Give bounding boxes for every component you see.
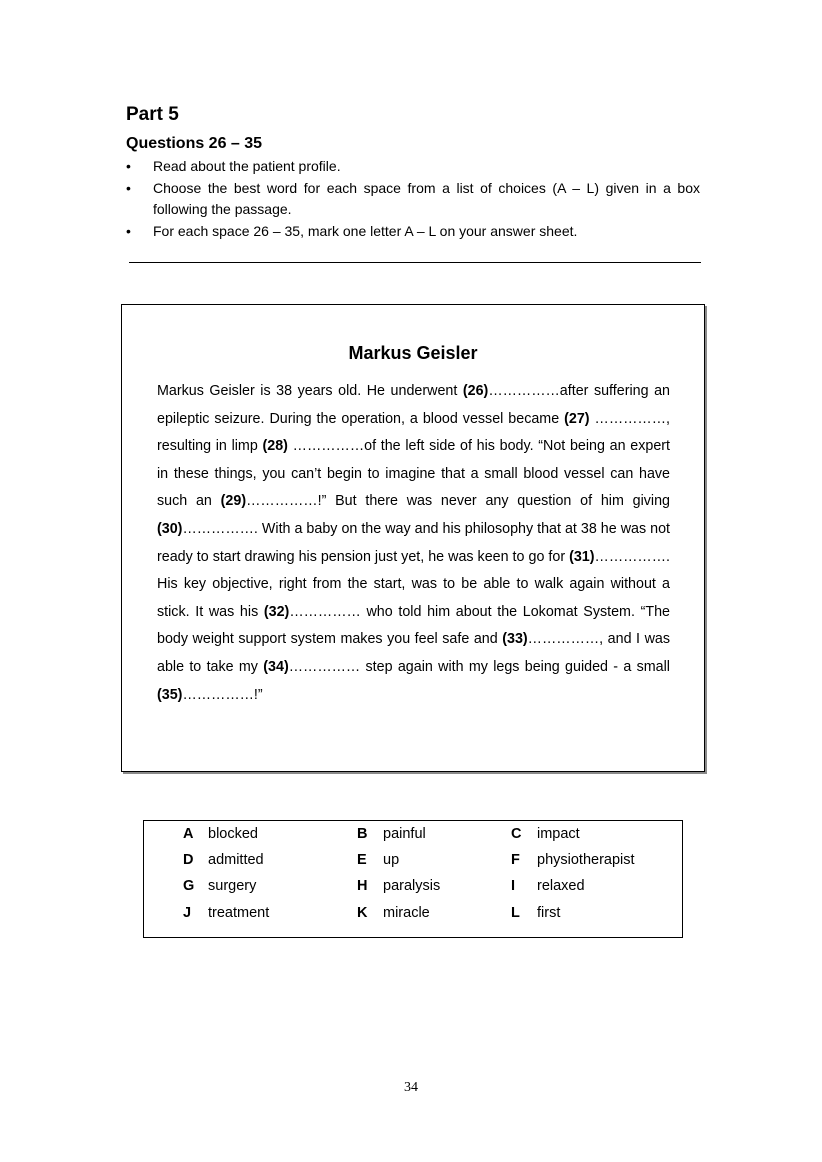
instruction-item bbox=[126, 221, 700, 243]
passage-segment: Markus Geisler is 38 years old. He underwent bbox=[157, 383, 463, 399]
instruction-text: Read about the patient profile. bbox=[153, 158, 341, 174]
passage-segment: ……………of the left side of his body. “Not being an expert in these things, you can’t begin to imagine that a small blood vessel can have such an bbox=[157, 438, 671, 510]
passage-segment: ……………. His key objective, right from the start, was to be able to walk again without a stick. It was his bbox=[157, 548, 670, 620]
blank-number: (34) bbox=[263, 658, 289, 675]
page-number: 34 bbox=[404, 1080, 418, 1095]
instruction-text: For each space 26 – 35, mark one letter A – L on your answer sheet. bbox=[153, 222, 578, 239]
blank-number: (35) bbox=[157, 686, 183, 703]
option-letter: D bbox=[183, 852, 194, 868]
blank-number: (28) bbox=[262, 438, 288, 455]
part-title: Part 5 bbox=[126, 104, 179, 125]
instruction-item bbox=[126, 178, 700, 221]
option-letter: J bbox=[183, 905, 192, 921]
option-letter: L bbox=[511, 905, 520, 921]
option-word: painful bbox=[383, 826, 426, 842]
passage-segment: ……………after suffering an epileptic seizure. During the operation, a blood vessel became bbox=[157, 383, 670, 427]
passage-segment: …………… who told him about the Lokomat System. “The body weight support system makes you feel safe and bbox=[157, 603, 670, 648]
bullet-icon: • bbox=[126, 158, 131, 174]
option-letter: E bbox=[357, 852, 367, 868]
option-letter: I bbox=[511, 878, 516, 894]
option-letter: G bbox=[183, 878, 195, 894]
option-word: up bbox=[383, 852, 400, 868]
bullet-icon: • bbox=[126, 222, 131, 239]
option-word: miracle bbox=[383, 905, 430, 921]
passage-segment: …………… step again with my legs being guided - a small bbox=[288, 658, 670, 675]
blank-number: (30) bbox=[157, 520, 183, 537]
option-letter: H bbox=[357, 878, 368, 894]
divider bbox=[129, 262, 701, 263]
option-letter: B bbox=[357, 826, 368, 842]
bullet-icon: • bbox=[126, 179, 131, 196]
option-letter: F bbox=[511, 852, 520, 868]
blank-number: (31) bbox=[569, 548, 595, 565]
option-letter: A bbox=[183, 826, 194, 842]
blank-number: (32) bbox=[263, 603, 290, 620]
option-word: blocked bbox=[208, 826, 258, 842]
blank-number: (27) bbox=[564, 410, 590, 427]
option-word: relaxed bbox=[537, 878, 585, 894]
option-word: admitted bbox=[208, 852, 264, 868]
blank-number: (29) bbox=[220, 493, 247, 510]
instructions-list bbox=[126, 156, 700, 242]
passage-title: Markus Geisler bbox=[348, 343, 478, 363]
option-letter: C bbox=[511, 826, 522, 842]
option-word: first bbox=[537, 905, 561, 921]
passage-text bbox=[157, 378, 670, 709]
option-word: physiotherapist bbox=[537, 852, 635, 868]
passage-segment: ……………. With a baby on the way and his philosophy that at 38 he was not ready to start drawing his pension just yet, he was keen to go for bbox=[157, 520, 670, 565]
option-word: treatment bbox=[208, 905, 270, 921]
blank-number: (33) bbox=[502, 631, 528, 648]
passage-segment: ……………!” But there was never any question of him giving bbox=[246, 493, 671, 510]
instruction-item bbox=[126, 156, 700, 178]
passage-segment: ……………, and I was able to take my bbox=[157, 631, 670, 675]
option-letter: K bbox=[357, 905, 368, 921]
questions-title: Questions 26 – 35 bbox=[126, 135, 263, 152]
option-word: surgery bbox=[208, 878, 257, 894]
blank-number: (26) bbox=[462, 383, 489, 399]
option-word: impact bbox=[537, 826, 580, 842]
passage-segment: ……………!” bbox=[182, 686, 263, 703]
option-word: paralysis bbox=[383, 878, 441, 894]
instruction-text: Choose the best word for each space from a list of choices (A – L) given in a box following the passage. bbox=[153, 179, 700, 217]
passage-segment: ……………, resulting in limp bbox=[157, 410, 670, 455]
